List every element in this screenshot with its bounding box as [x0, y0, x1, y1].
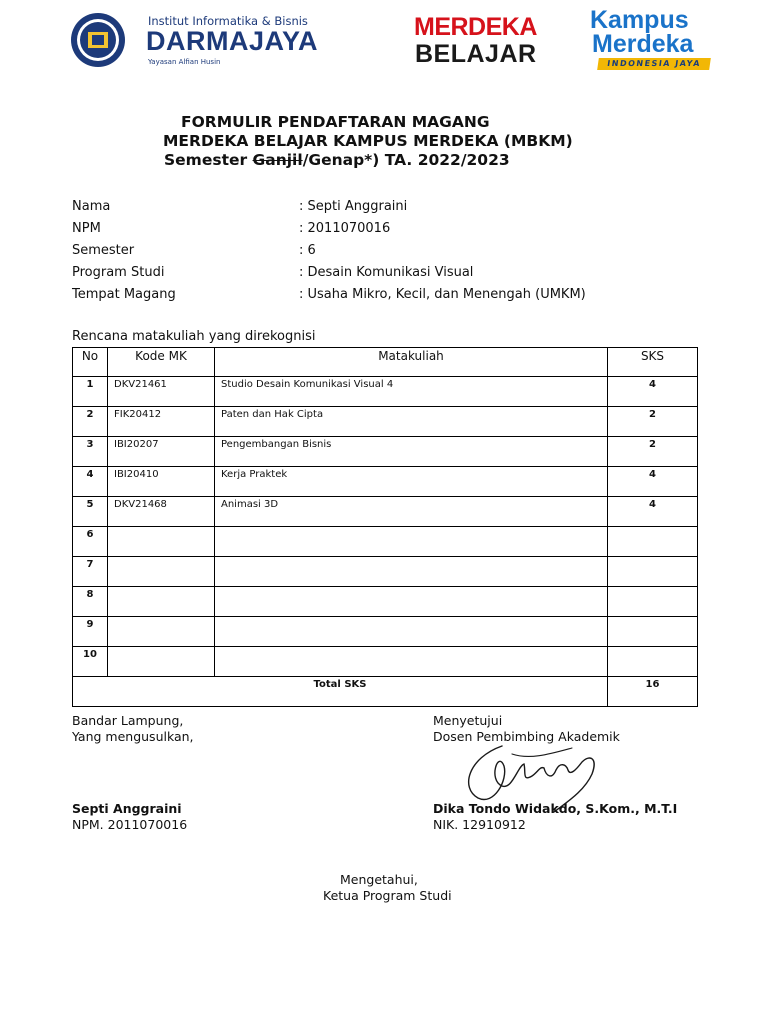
table-row — [73, 407, 698, 437]
value-tempat-magang: : Usaha Mikro, Kecil, dan Menengah (UMKM) — [299, 287, 586, 302]
table-row — [73, 467, 698, 497]
header-sks: SKS — [608, 348, 698, 377]
cell-no: 2 — [73, 407, 108, 437]
header-matakuliah: Matakuliah — [215, 348, 608, 377]
cell-sks: 2 — [608, 407, 698, 437]
cell-kode: FIK20412 — [108, 407, 215, 437]
label-tempat-magang: Tempat Magang — [72, 287, 176, 302]
cell-matakuliah: Pengembangan Bisnis — [215, 437, 608, 467]
cell-sks: 4 — [608, 467, 698, 497]
value-semester: : 6 — [299, 243, 316, 258]
label-semester: Semester — [72, 243, 135, 258]
semester-prefix: Semester — [164, 151, 253, 169]
cell-sks — [608, 647, 698, 677]
cell-kode — [108, 527, 215, 557]
cell-matakuliah — [215, 587, 608, 617]
cell-no: 10 — [73, 647, 108, 677]
cell-no: 7 — [73, 557, 108, 587]
cell-matakuliah: Kerja Praktek — [215, 467, 608, 497]
cell-kode: DKV21461 — [108, 377, 215, 407]
cell-no: 9 — [73, 617, 108, 647]
cell-kode — [108, 587, 215, 617]
cell-sks — [608, 617, 698, 647]
cell-no: 1 — [73, 377, 108, 407]
cell-matakuliah: Animasi 3D — [215, 497, 608, 527]
total-sks-label: Total SKS — [73, 677, 608, 707]
cell-kode: IBI20207 — [108, 437, 215, 467]
cell-sks — [608, 557, 698, 587]
cell-sks: 4 — [608, 377, 698, 407]
header-no: No — [73, 348, 108, 377]
cell-no: 3 — [73, 437, 108, 467]
total-sks-value: 16 — [608, 677, 698, 707]
table-row — [73, 527, 698, 557]
table-row — [73, 497, 698, 527]
cell-matakuliah — [215, 647, 608, 677]
merdeka-belajar-logo — [414, 13, 537, 71]
foundation-name: Yayasan Alfian Husin — [148, 58, 221, 66]
table-total-row — [73, 677, 698, 707]
program-title: MERDEKA BELAJAR KAMPUS MERDEKA (MBKM) — [163, 132, 573, 150]
cell-kode: DKV21468 — [108, 497, 215, 527]
indonesia-jaya-tag: INDONESIA JAYA — [597, 58, 711, 70]
cell-matakuliah — [215, 617, 608, 647]
cell-sks: 2 — [608, 437, 698, 467]
merdeka-text-km: Merdeka — [592, 30, 694, 58]
table-row — [73, 647, 698, 677]
approval-label: Menyetujui — [433, 713, 503, 728]
cell-kode: IBI20410 — [108, 467, 215, 497]
value-program-studi: : Desain Komunikasi Visual — [299, 265, 474, 280]
cell-matakuliah: Studio Desain Komunikasi Visual 4 — [215, 377, 608, 407]
cell-matakuliah — [215, 557, 608, 587]
label-program-studi: Program Studi — [72, 265, 165, 280]
value-nama: : Septi Anggraini — [299, 199, 408, 214]
table-row — [73, 587, 698, 617]
semester-title — [164, 151, 510, 169]
cell-no: 6 — [73, 527, 108, 557]
institute-name: DARMAJAYA — [146, 26, 319, 56]
table-header-row — [73, 348, 698, 377]
cell-no: 4 — [73, 467, 108, 497]
table-row — [73, 557, 698, 587]
proposer-role: Yang mengusulkan, — [72, 729, 194, 744]
advisor-role: Dosen Pembimbing Akademik — [433, 729, 620, 744]
table-row — [73, 617, 698, 647]
place-date: Bandar Lampung, — [72, 713, 184, 728]
cell-matakuliah — [215, 527, 608, 557]
cell-kode — [108, 557, 215, 587]
cell-kode — [108, 647, 215, 677]
head-program-role: Ketua Program Studi — [323, 888, 452, 903]
proposer-name: Septi Anggraini — [72, 801, 182, 816]
header-kode: Kode MK — [108, 348, 215, 377]
darmajaya-logo — [70, 12, 350, 68]
cell-no: 8 — [73, 587, 108, 617]
merdeka-text: MERDEKA — [414, 13, 537, 41]
cell-no: 5 — [73, 497, 108, 527]
cell-sks — [608, 587, 698, 617]
kampus-merdeka-logo — [590, 8, 720, 72]
cell-sks: 4 — [608, 497, 698, 527]
semester-struck: Ganjil — [252, 151, 303, 169]
value-npm: : 2011070016 — [299, 221, 391, 236]
proposer-npm: NPM. 2011070016 — [72, 817, 188, 832]
acknowledge-label: Mengetahui, — [340, 872, 418, 887]
advisor-nik: NIK. 12910912 — [433, 817, 526, 832]
label-nama: Nama — [72, 199, 111, 214]
form-title: FORMULIR PENDAFTARAN MAGANG — [181, 113, 490, 131]
table-row — [73, 377, 698, 407]
table-caption: Rencana matakuliah yang direkognisi — [72, 329, 316, 344]
table-row — [73, 437, 698, 467]
advisor-name: Dika Tondo Widakdo, S.Kom., M.T.I — [433, 801, 678, 816]
semester-suffix: /Genap*) TA. 2022/2023 — [302, 151, 510, 169]
course-table — [72, 347, 698, 707]
cell-matakuliah: Paten dan Hak Cipta — [215, 407, 608, 437]
kampus-text: Kampus — [590, 6, 689, 34]
cell-sks — [608, 527, 698, 557]
darmajaya-seal-icon — [70, 12, 126, 68]
label-npm: NPM — [72, 221, 101, 236]
cell-kode — [108, 617, 215, 647]
institute-subtitle: Institut Informatika & Bisnis — [148, 14, 308, 28]
belajar-text: BELAJAR — [415, 40, 537, 68]
